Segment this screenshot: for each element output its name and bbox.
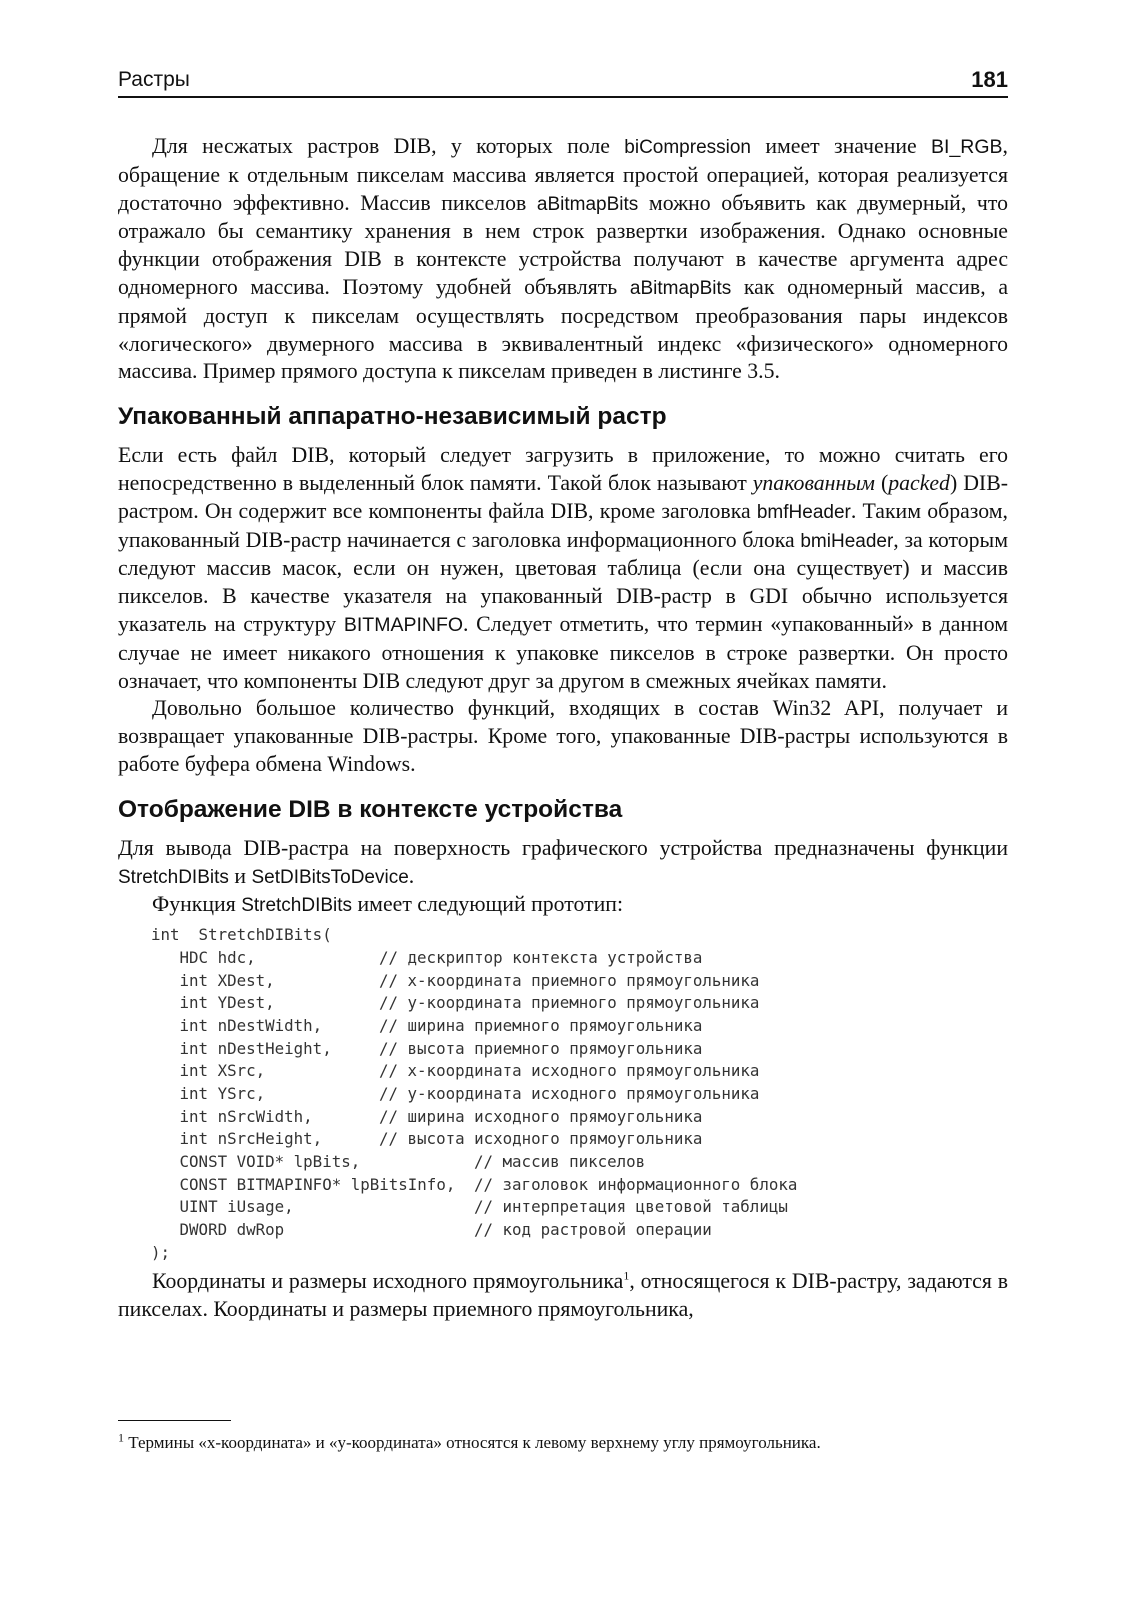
code-line: UINT iUsage, // интерпретация цветовой таблицы [151, 1197, 788, 1217]
code-line: CONST VOID* lpBits, // массив пикселов [151, 1152, 646, 1171]
paragraph-output-functions: Для вывода DIB-растра на поверхность графического устройства предназначены функции StretchDIBits и SetDIBitsToDevice. [118, 835, 1008, 888]
code-line: int nDestWidth, // ширина приемного прямоугольника [151, 1015, 703, 1035]
paragraph-prototype-intro: Функция StretchDIBits имеет следующий прототип: [152, 892, 624, 917]
code-line: int nSrcHeight, // высота исходного прямоугольника [151, 1129, 703, 1149]
code-term: biCompression [624, 137, 752, 158]
code-line: ); [151, 1242, 171, 1262]
code-line: int nDestHeight, // высота приемного прямоугольника [151, 1038, 703, 1058]
code-line: CONST BITMAPINFO* lpBitsInfo, // заголовок информационного блока [151, 1174, 798, 1194]
footnote [118, 1432, 1008, 1454]
paragraph-win32-api: Довольно большое количество функций, входящих в состав Win32 API, получает и возвращает упакованные DIB-растры. Кроме того, упакованные DIB-растры используются в работе буфера обмена Windows. [118, 696, 1008, 776]
code-line: int XDest, // x-координата приемного прямоугольника [151, 970, 760, 990]
footnote-text: Термины «x-координата» и «y-координата» относятся к левому верхнему углу прямоугольника. [124, 1433, 821, 1452]
code-term: SetDIBitsToDevice [251, 866, 409, 888]
code-term: StretchDIBits [241, 895, 353, 917]
section-heading-dib-display: Отображение DIB в контексте устройства [118, 795, 623, 823]
footnote-reference[interactable]: 1 [623, 1269, 630, 1284]
paragraph-coordinates: Координаты и размеры исходного прямоугольника$^1$, относящегося к DIB-растру, задаются в пикселах. Координаты и размеры приемного прямоугольника, [118, 1269, 1009, 1322]
paragraph-intro: Для несжатых растров DIB, у которых поле biCompression имеет значение BI_RGB, обращение к отдельным пикселам массива является простой операцией, которая реализуется достаточно эффективно. Массив пикселов aBitmapBits можно объявить как двумерный, что отражало бы семантику хранения в нем строк развертки изображения. Однако основные функции отображения DIB в контексте устройства получают в качестве аргумента адрес одномерного массива. Поэтому удобней объявлять aBitmapBits как одномерный массив, а прямой доступ к пикселам осуществлять посредством преобразования пары индексов «логического» двумерного массива в эквивалентный индекс «физического» одномерного массива. Пример прямого доступа к пикселам приведен в листинге 3.5. [118, 134, 1008, 384]
code-line: HDC hdc, // дескриптор контекста устройства [151, 947, 703, 967]
code-term: bmiHeader [800, 530, 894, 552]
section-heading-packed-dib: Упакованный аппаратно-независимый растр [118, 403, 667, 431]
code-term: bmfHeader [756, 501, 851, 523]
code-line: int YSrc, // y-координата исходного прямоугольника [151, 1083, 760, 1103]
paragraph-packed-dib: Если есть файл DIB, который следует загрузить в приложение, то можно считать его непосредственно в выделенный блок памяти. Такой блок называют упакованным (packed) DIB-растром. Он содержит все компоненты файла DIB, кроме заголовка bmfHeader. Таким образом, упакованный DIB-растр начинается с заголовка информационного блока bmiHeader, за которым следуют массив масок, если он нужен, цветовая таблица (если она существует) и массив пикселов. В качестве указателя на упакованный DIB-растр в GDI обычно используется указатель на структуру BITMAPINFO. Следует отметить, что термин «упакованный» в данном случае не имеет никакого отношения к упаковке пикселов в строке развертки. Он просто означает, что компоненты DIB следуют друг за другом в смежных ячейках памяти. [118, 443, 1008, 693]
code-line: DWORD dwRop // код растровой операции [151, 1220, 712, 1240]
code-line: int nSrcWidth, // ширина исходного прямоугольника [151, 1106, 703, 1126]
code-listing-stretchdibits [151, 924, 1008, 1264]
page-number: 181 [971, 67, 1008, 92]
running-header [118, 60, 1008, 98]
code-line: int YDest, // y-координата приемного прямоугольника [151, 993, 760, 1013]
code-term: aBitmapBits [536, 193, 639, 215]
code-line: int XSrc, // x-координата исходного прямоугольника [151, 1061, 760, 1081]
footnote-mark: 1 [118, 1430, 124, 1445]
footnote-separator [118, 1420, 231, 1421]
code-term: aBitmapBits [629, 277, 732, 299]
code-term: StretchDIBits [118, 866, 229, 888]
chapter-title: Растры [118, 68, 190, 91]
page-body [118, 133, 1008, 1324]
code-term: BI_RGB [931, 136, 1003, 158]
code-line: int StretchDIBits( [151, 925, 332, 945]
code-term: BITMAPINFO [343, 613, 464, 636]
